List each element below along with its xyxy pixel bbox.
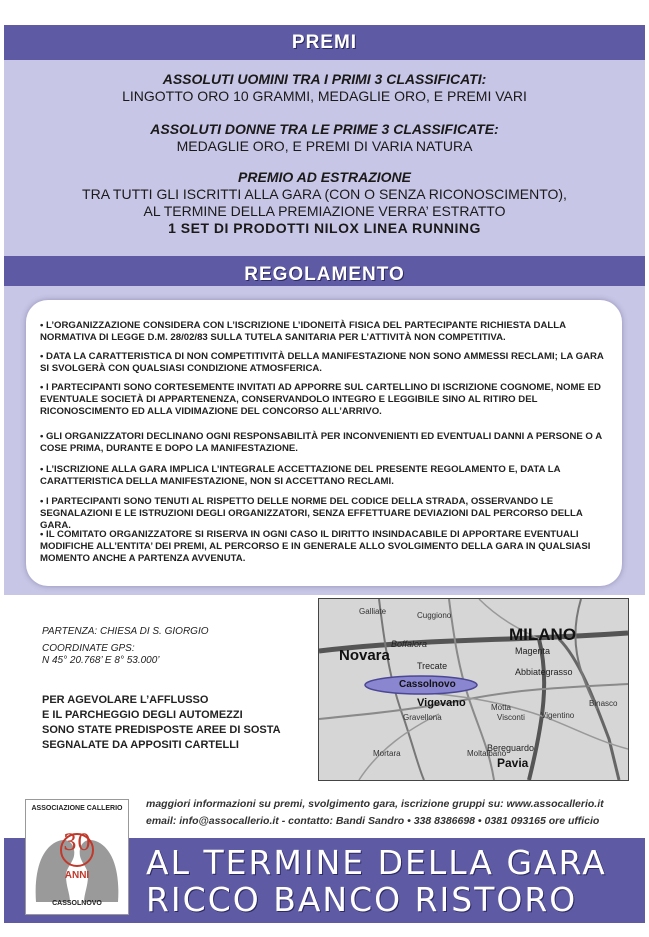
footer-line1: AL TERMINE DELLA GARA — [146, 843, 607, 882]
prize-draw-line3: 1 SET DI PRODOTTI NILOX LINEA RUNNING — [168, 220, 481, 236]
map-label: Trecate — [417, 661, 448, 671]
prize-men-text: LINGOTTO ORO 10 GRAMMI, MEDAGLIE ORO, E PREMI VARI — [122, 88, 527, 104]
contact-line1: maggiori informazioni su premi, svolgimento gara, iscrizione gruppi su: www.assocallerio.it — [146, 798, 604, 810]
map-label: Motta — [491, 703, 512, 712]
premi-header — [4, 25, 645, 61]
rule-item: • GLI ORGANIZZATORI DECLINANO OGNI RESPONSABILITÀ PER INCONVENIENTI ED EVENTUALI DANNI A PERSONE O A COSE PRIMA, DURANTE E DOPO LA MANIFESTAZIONE. — [40, 431, 602, 454]
logo-number: 30 — [63, 831, 91, 856]
map-label: Galliate — [359, 607, 387, 616]
map-label: Magenta — [515, 646, 551, 656]
map-label: Boffalora — [391, 639, 428, 649]
prize-women — [0, 121, 649, 155]
prize-draw-heading: PREMIO AD ESTRAZIONE — [238, 169, 411, 185]
footer-line2: RICCO BANCO RISTORO — [146, 880, 578, 919]
map-label: Abbiategrasso — [515, 667, 573, 677]
prize-draw-line2: AL TERMINE DELLA PREMIAZIONE VERRA’ ESTRATTO — [143, 203, 506, 219]
map-label: Moltalbano — [467, 749, 507, 758]
logo-top-text: ASSOCIAZIONE CALLERIO — [31, 805, 123, 812]
map-label: Bereguardo — [487, 743, 535, 753]
rule-item: • DATA LA CARATTERISTICA DI NON COMPETITIVITÀ DELLA MANIFESTAZIONE NON SONO AMMESSI RECLAMI; LA GARA SI SVOLGERÀ CON QUALSIASI CONDIZIONE ATMOSFERICA. — [40, 351, 604, 374]
logo-silhouettes — [26, 814, 128, 904]
map-label-novara: Novara — [339, 647, 390, 664]
prize-women-heading: ASSOLUTI DONNE TRA LE PRIME 3 CLASSIFICATE: — [150, 121, 499, 137]
start-location: PARTENZA: CHIESA DI S. GIORGIO — [42, 626, 209, 637]
parking-line: E IL PARCHEGGIO DEGLI AUTOMEZZI — [42, 709, 243, 721]
prize-men — [0, 71, 649, 105]
gps-label: COORDINATE GPS: — [42, 643, 135, 654]
rule-item: • I PARTECIPANTI SONO TENUTI AL RISPETTO DELLE NORME DEL CODICE DELLA STRADA, OSSERVANDO LE SEGNALAZIONI E LE ISTRUZIONI DEGLI ORGANIZZATORI, SENZA EFFETTUARE DEVIAZIONI DAL PERCORSO DELLA GARA. — [40, 496, 583, 531]
map-label: Vigentino — [541, 711, 575, 720]
logo-bottom-text: CASSOLNOVO — [52, 900, 102, 907]
prize-draw — [0, 169, 649, 237]
parking-line: SEGNALATE DA APPOSITI CARTELLI — [42, 739, 239, 751]
prize-women-text: MEDAGLIE ORO, E PREMI DI VARIA NATURA — [176, 138, 473, 154]
map-label: Binasco — [589, 699, 618, 708]
premi-title: PREMI — [291, 32, 358, 53]
map-label-pavia: Pavia — [497, 756, 529, 770]
map-label: Gravellona — [403, 713, 442, 722]
rule-item: • IL COMITATO ORGANIZZATORE SI RISERVA IN OGNI CASO IL DIRITTO INSINDACABILE DI APPORTARE EVENTUALI MODIFICHE ALL’ENTITA’ DEI PREMI, AL PERCORSO E IN GENERALE ALLO SVOLGIMENTO DELLA GARA IN QUALSIASI MOMENTO ANCHE A PARTENZA AVVENUTA. — [40, 529, 591, 564]
parking-line: SONO STATE PREDISPOSTE AREE DI SOSTA — [42, 724, 281, 736]
map-label: Visconti — [497, 713, 525, 722]
parking-line: PER AGEVOLARE L’AFFLUSSO — [42, 694, 209, 706]
rule-item: • L’ISCRIZIONE ALLA GARA IMPLICA L’INTEGRALE ACCETTAZIONE DEL PRESENTE REGOLAMENTO E, DATA LA CARATTERISTICA DELLA MANIFESTAZIONE, NON SI ACCETTANO RECLAMI. — [40, 464, 561, 487]
route-map — [318, 598, 629, 781]
gps-value: N 45° 20.768’ E 8° 53.000’ — [42, 655, 160, 666]
map-label-vigevano: Vigevano — [417, 697, 466, 709]
prize-draw-line1: TRA TUTTI GLI ISCRITTI ALLA GARA (CON O SENZA RICONOSCIMENTO), — [82, 186, 567, 202]
map-label: Mortara — [373, 749, 401, 758]
association-logo — [25, 799, 129, 915]
rule-item: • L’ORGANIZZAZIONE CONSIDERA CON L’ISCRIZIONE L’IDONEITÀ FISICA DEL PARTECIPANTE RICHIESTA DALLA NORMATIVA DI LEGGE D.M. 28/02/83 SULLA TUTELA SANITARIA PER L’ATTIVITÀ NON COMPETITIVA. — [40, 320, 566, 343]
contact-line2: email: info@assocallerio.it - contatto: Bandi Sandro • 338 8386698 • 0381 093165 ore ufficio — [146, 815, 600, 827]
map-label-cassolnovo: Cassolnovo — [399, 679, 456, 690]
rule-item: • I PARTECIPANTI SONO CORTESEMENTE INVITATI AD APPORRE SUL CARTELLINO DI ISCRIZIONE COGNOME, NOME ED EVENTUALE SOCIETÀ DI APPARTENENZA, CONSERVANDOLO INTEGRO E LEGGIBILE SINO AL RITIRO DEL RICONOSCIMENTO ED ALLA VIDIMAZIONE DEL CONCORSO ALL’ARRIVO. — [40, 382, 601, 417]
map-label: Cuggiono — [417, 611, 452, 620]
prize-men-heading: ASSOLUTI UOMINI TRA I PRIMI 3 CLASSIFICATI: — [162, 71, 487, 87]
regolamento-title: REGOLAMENTO — [244, 264, 405, 285]
logo-anni: ANNI — [64, 870, 90, 881]
map-label-milano: MILANO — [509, 625, 577, 644]
parking-notice — [42, 693, 281, 753]
